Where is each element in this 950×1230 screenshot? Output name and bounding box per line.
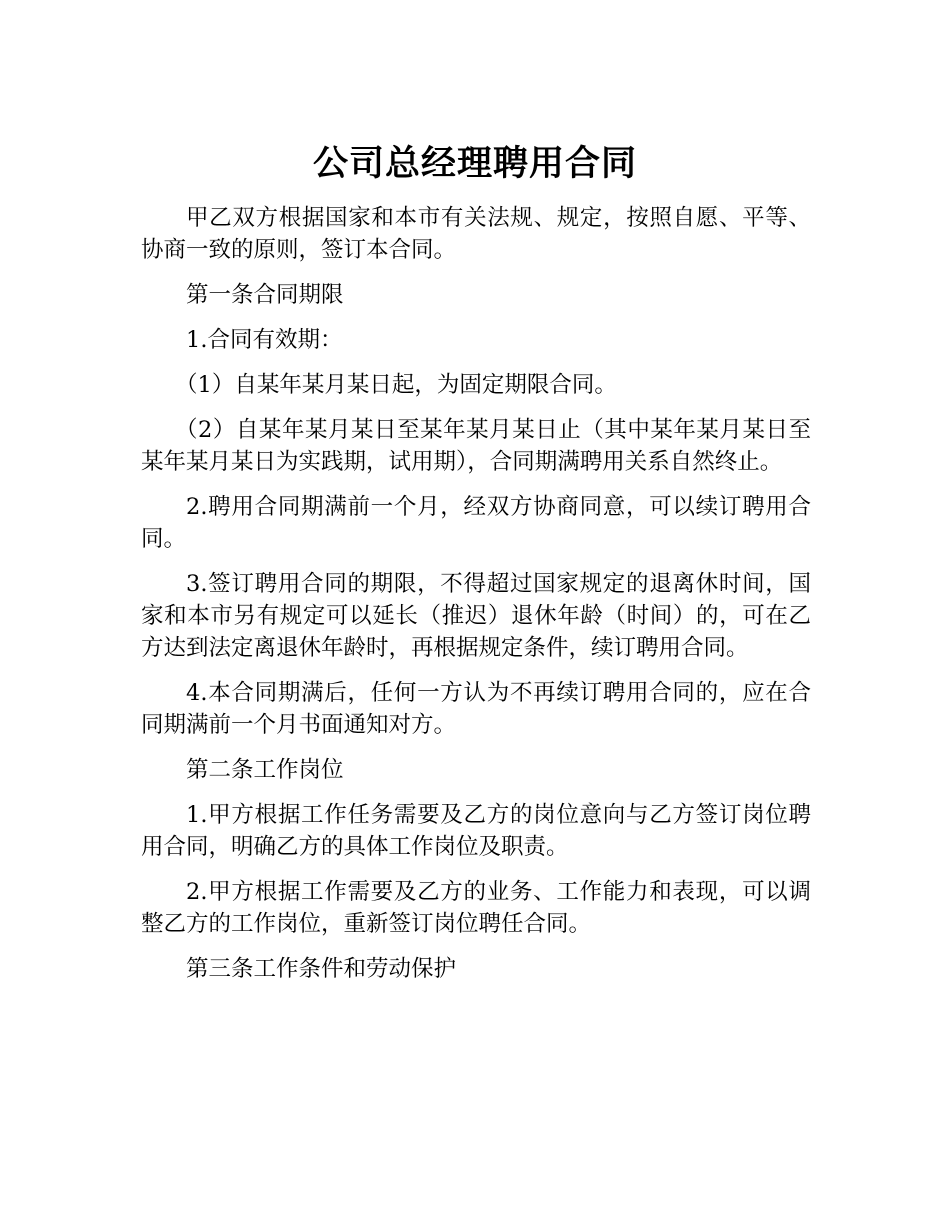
document-body	[141, 202, 811, 998]
paragraph-intro: 甲乙双方根据国家和本市有关法规、规定，按照自愿、平等、协商一致的原则，签订本合同。	[141, 205, 811, 263]
clause-1-4: 4.本合同期满后，任何一方认为不再续订聘用合同的，应在合同期满前一个月书面通知对方。	[141, 680, 811, 738]
clause-1-1: 1.合同有效期：	[186, 327, 343, 353]
clause-1-1-a: （1）自某年某月某日起，为固定期限合同。	[175, 372, 617, 398]
section-heading-2: 第二条工作岗位	[186, 757, 344, 783]
clause-1-1-b: （2）自某年某月某日至某年某月某日止（其中某年某月某日至某年某月某日为实践期，试用期），合同期满聘用关系自然终止。	[141, 417, 811, 475]
section-heading-3: 第三条工作条件和劳动保护	[186, 956, 457, 982]
clause-1-2: 2.聘用合同期满前一个月，经双方协商同意，可以续订聘用合同。	[141, 494, 811, 552]
document-title: 公司总经理聘用合同	[312, 144, 637, 185]
clause-2-1: 1.甲方根据工作任务需要及乙方的岗位意向与乙方签订岗位聘用合同，明确乙方的具体工作岗位及职责。	[141, 802, 811, 860]
clause-2-2: 2.甲方根据工作需要及乙方的业务、工作能力和表现，可以调整乙方的工作岗位，重新签订岗位聘任合同。	[141, 879, 811, 937]
section-heading-1: 第一条合同期限	[186, 282, 344, 308]
clause-1-3: 3.签订聘用合同的期限，不得超过国家规定的退离休时间，国家和本市另有规定可以延长（推迟）退休年龄（时间）的，可在乙方达到法定离退休年龄时，再根据规定条件，续订聘用合同。	[141, 571, 811, 661]
